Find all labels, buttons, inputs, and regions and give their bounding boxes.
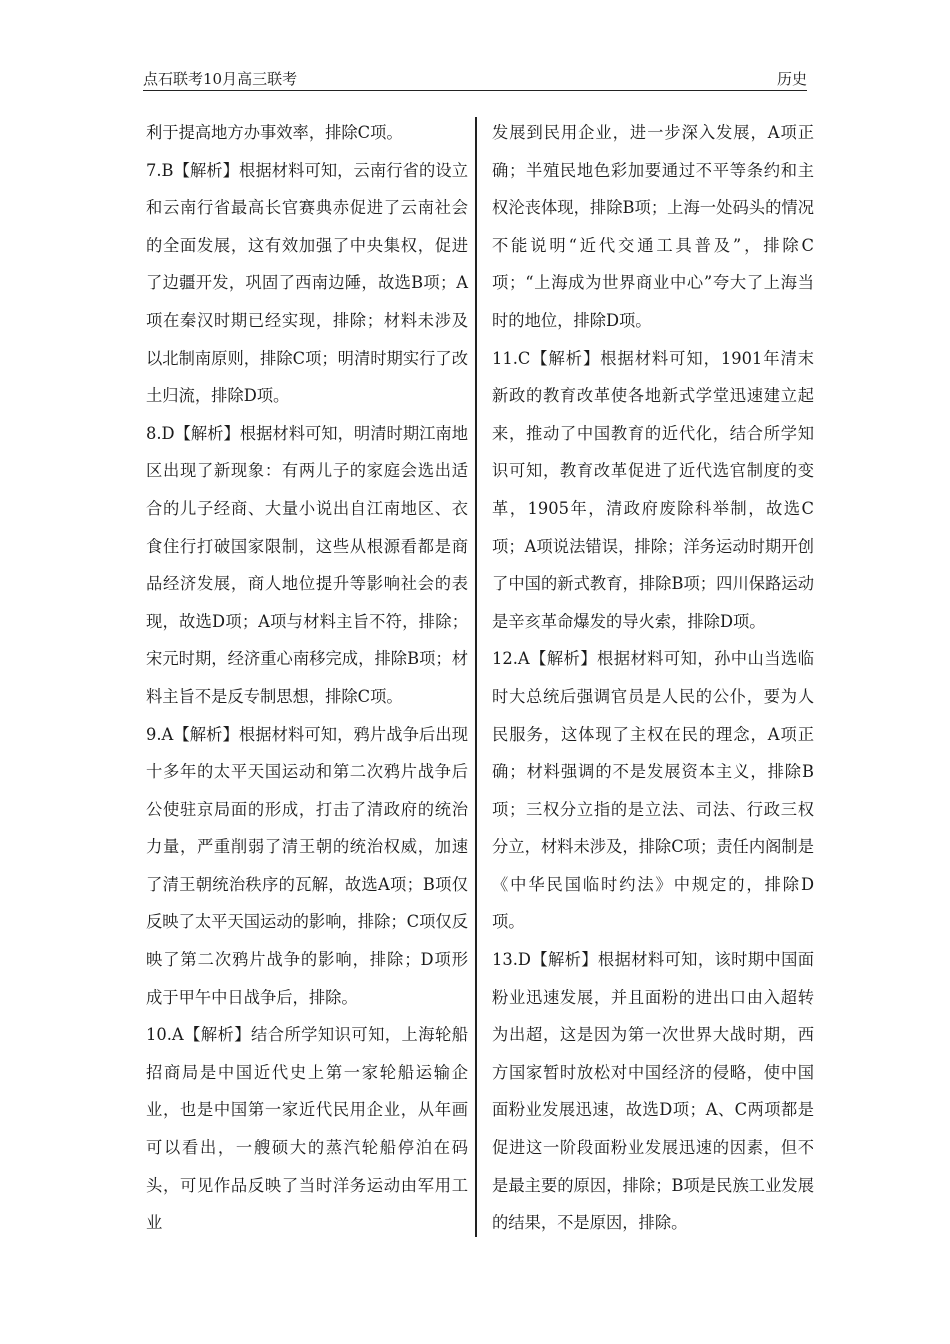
answer-8: 8.D【解析】根据材料可知，明清时期江南地区出现了新现象：有两儿子的家庭会选出适合的儿子经商、大量小说出自江南地区、衣食住行打破国家限制，这些从根源看都是商品经济发展，商人地位提升等影响社会的表现，故选D项；A项与材料主旨不符，排除；宋元时期，经济重心南移完成，排除B项；材料主旨不是反专制思想，排除C项。 — [146, 423, 468, 706]
answer-13: 13.D【解析】根据材料可知，该时期中国面粉业迅速发展，并且面粉的进出口由入超转为出超，这是因为第一次世界大战时期，西方国家暂时放松对中国经济的侵略，使中国面粉业发展迅速，故选D项；A、C两项都是促进这一阶段面粉业发展迅速的因素，但不是最主要的原因，排除；B项是民族工业发展的结果，不是原因，排除。 — [492, 950, 814, 1233]
page-header — [143, 64, 807, 91]
answer-10: 10.A【解析】结合所学知识可知，上海轮船招商局是中国近代史上第一家轮船运输企业，也是中国第一家近代民用企业，从年画可以看出，一艘硕大的蒸汽轮船停泊在码头，可见作品反映了当时洋务运动由军用工业 — [146, 1025, 468, 1233]
answer-9: 9.A【解析】根据材料可知，鸦片战争后出现十多年的太平天国运动和第二次鸦片战争后公使驻京局面的形成，打击了清政府的统治力量，严重削弱了清王朝的统治权威，加速了清王朝统治秩序的瓦解，故选A项；B项仅反映了太平天国运动的影响，排除；C项仅反映了第二次鸦片战争的影响，排除；D项形成于甲午中日战争后，排除。 — [146, 724, 468, 1007]
header-title: 点石联考10月高三联考 — [143, 70, 298, 88]
left-column — [146, 114, 468, 1242]
answer-7: 7.B【解析】根据材料可知，云南行省的设立和云南行省最高长官赛典赤促进了云南社会的全面发展，这有效加强了中央集权，促进了边疆开发，巩固了西南边陲，故选B项；A项在秦汉时期已经实现，排除；材料未涉及以北制南原则，排除C项；明清时期实行了改土归流，排除D项。 — [146, 160, 468, 406]
answer-10-continued: 发展到民用企业，进一步深入发展，A项正确；半殖民地色彩加要通过不平等条约和主权沦丧体现，排除B项；上海一处码头的情况不能说明“近代交通工具普及”，排除C项；“上海成为世界商业中心”夸大了上海当时的地位，排除D项。 — [492, 123, 814, 330]
column-divider — [475, 117, 477, 1237]
paragraph: 利于提高地方办事效率，排除C项。 — [146, 123, 403, 142]
answer-12: 12.A【解析】根据材料可知，孙中山当选临时大总统后强调官员是人民的公仆，要为人民服务，这体现了主权在民的理念，A项正确；材料强调的不是发展资本主义，排除B项；三权分立指的是立法、司法、行政三权分立，材料未涉及，排除C项；责任内阁制是《中华民国临时约法》中规定的，排除D项。 — [492, 649, 814, 932]
right-column — [492, 114, 814, 1242]
answer-11: 11.C【解析】根据材料可知，1901年清末新政的教育改革使各地新式学堂迅速建立起来，推动了中国教育的近代化，结合所学知识可知，教育改革促进了近代选官制度的变革，1905年，清政府废除科举制，故选C项；A项说法错误，排除；洋务运动时期开创了中国的新式教育，排除B项；四川保路运动是辛亥革命爆发的导火索，排除D项。 — [492, 348, 814, 631]
header-subject: 历史 — [776, 70, 807, 88]
